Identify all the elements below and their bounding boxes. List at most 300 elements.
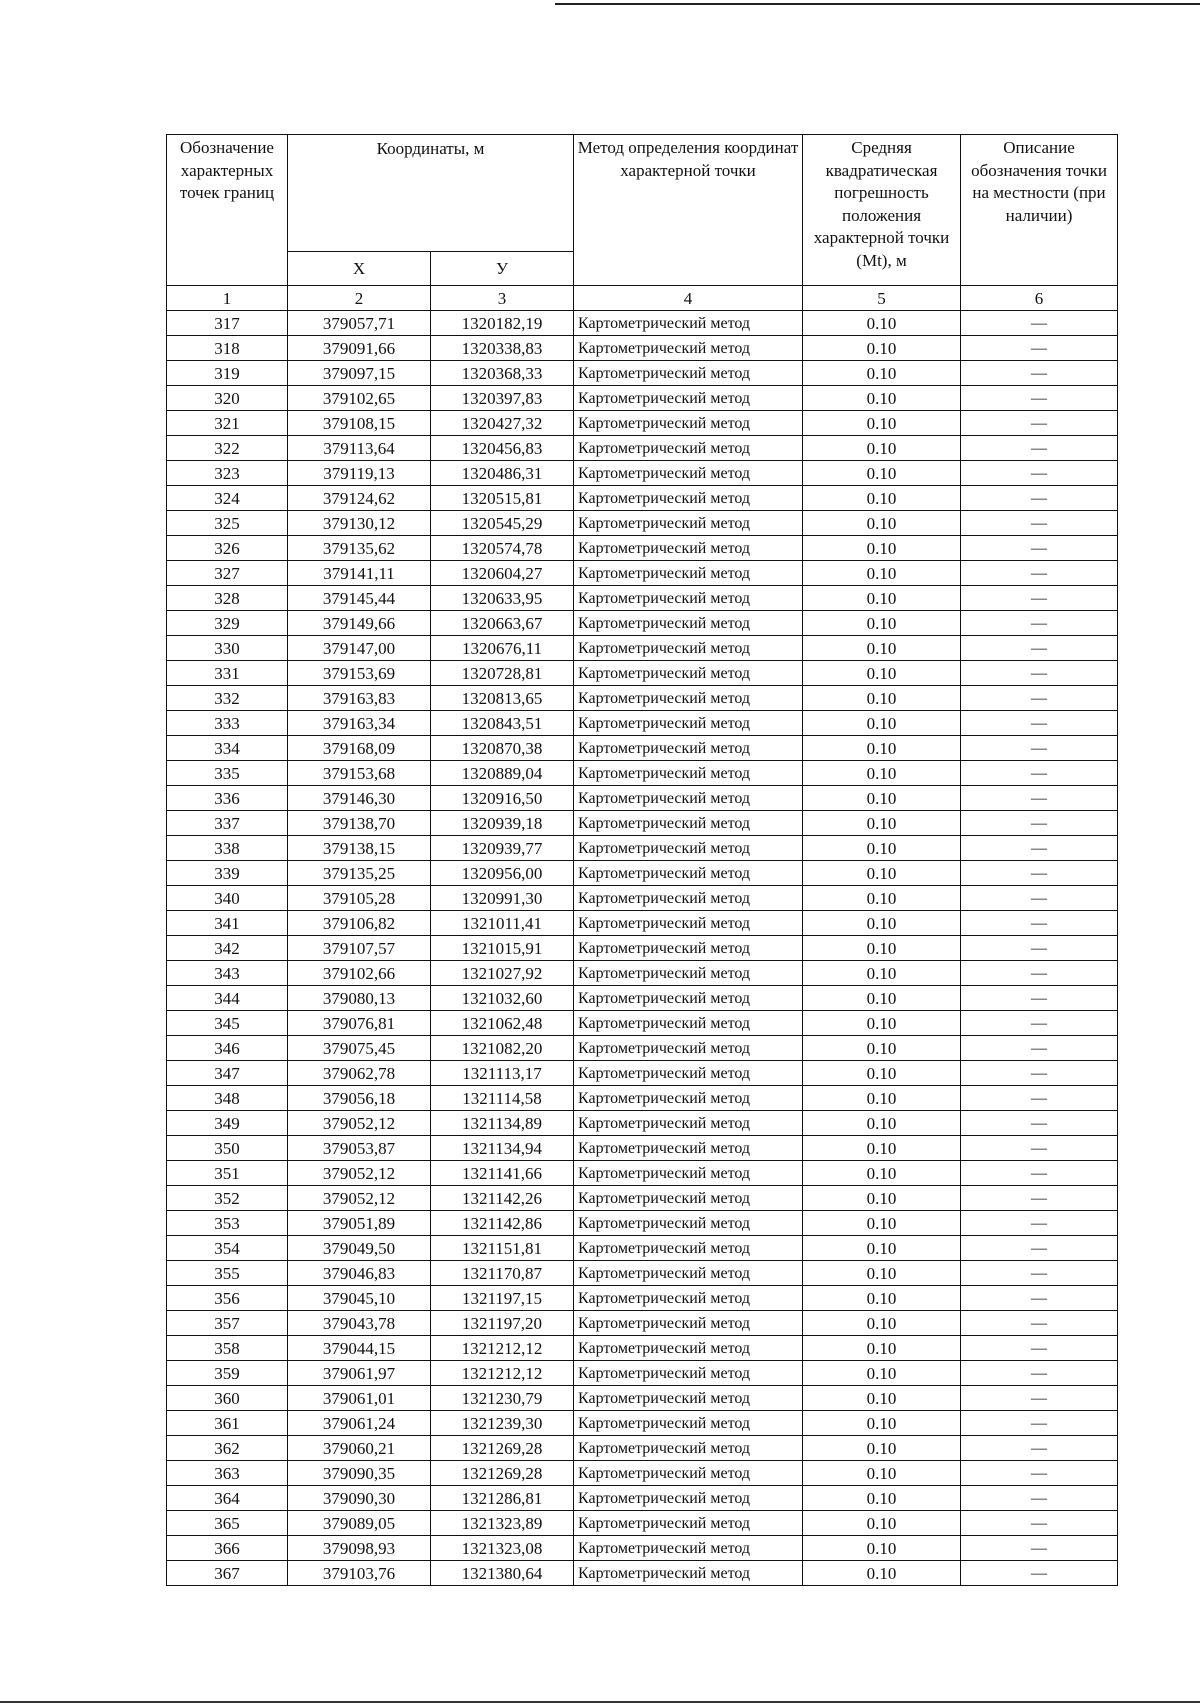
- boundary-points-table-container: [166, 134, 1117, 1586]
- cell-mean-error: 0.10: [803, 1286, 961, 1311]
- cell-mean-error: 0.10: [803, 1036, 961, 1061]
- cell-method: Картометрический метод: [574, 986, 803, 1011]
- table-row: [167, 886, 1118, 911]
- cell-mean-error: 0.10: [803, 1261, 961, 1286]
- cell-method: Картометрический метод: [574, 1011, 803, 1036]
- table-row: [167, 1561, 1118, 1586]
- scan-edge-bottom: [0, 1701, 1200, 1703]
- cell-description: —: [961, 1111, 1118, 1136]
- header-y: У: [431, 252, 574, 286]
- cell-coordinate-x: 379089,05: [288, 1511, 431, 1536]
- cell-coordinate-y: 1320182,19: [431, 311, 574, 336]
- cell-mean-error: 0.10: [803, 961, 961, 986]
- cell-coordinate-y: 1321286,81: [431, 1486, 574, 1511]
- cell-mean-error: 0.10: [803, 436, 961, 461]
- cell-method: Картометрический метод: [574, 386, 803, 411]
- boundary-points-table: [166, 134, 1118, 1586]
- cell-mean-error: 0.10: [803, 1361, 961, 1386]
- cell-point-number: 336: [167, 786, 288, 811]
- cell-method: Картометрический метод: [574, 1261, 803, 1286]
- table-row: [167, 736, 1118, 761]
- cell-method: Картометрический метод: [574, 1386, 803, 1411]
- cell-method: Картометрический метод: [574, 661, 803, 686]
- cell-method: Картометрический метод: [574, 1311, 803, 1336]
- table-row: [167, 1361, 1118, 1386]
- cell-coordinate-y: 1321142,26: [431, 1186, 574, 1211]
- table-row: [167, 1311, 1118, 1336]
- cell-coordinate-x: 379076,81: [288, 1011, 431, 1036]
- cell-method: Картометрический метод: [574, 1036, 803, 1061]
- cell-description: —: [961, 1086, 1118, 1111]
- table-row: [167, 1286, 1118, 1311]
- table-row: [167, 411, 1118, 436]
- cell-method: Картометрический метод: [574, 1211, 803, 1236]
- cell-coordinate-y: 1320813,65: [431, 686, 574, 711]
- cell-coordinate-y: 1320939,18: [431, 811, 574, 836]
- cell-method: Картометрический метод: [574, 886, 803, 911]
- cell-description: —: [961, 936, 1118, 961]
- cell-mean-error: 0.10: [803, 561, 961, 586]
- cell-mean-error: 0.10: [803, 486, 961, 511]
- cell-coordinate-y: 1320397,83: [431, 386, 574, 411]
- table-row: [167, 636, 1118, 661]
- cell-point-number: 361: [167, 1411, 288, 1436]
- cell-coordinate-x: 379135,25: [288, 861, 431, 886]
- table-row: [167, 861, 1118, 886]
- cell-description: —: [961, 786, 1118, 811]
- cell-description: —: [961, 361, 1118, 386]
- header-point-designation: Обозначение характерных точек границ: [167, 135, 288, 286]
- cell-coordinate-x: 379062,78: [288, 1061, 431, 1086]
- cell-coordinate-x: 379145,44: [288, 586, 431, 611]
- cell-point-number: 327: [167, 561, 288, 586]
- cell-point-number: 346: [167, 1036, 288, 1061]
- table-row: [167, 536, 1118, 561]
- cell-coordinate-y: 1321212,12: [431, 1361, 574, 1386]
- cell-point-number: 318: [167, 336, 288, 361]
- cell-method: Картометрический метод: [574, 711, 803, 736]
- cell-coordinate-x: 379163,83: [288, 686, 431, 711]
- cell-mean-error: 0.10: [803, 586, 961, 611]
- cell-point-number: 329: [167, 611, 288, 636]
- cell-method: Картометрический метод: [574, 561, 803, 586]
- cell-coordinate-y: 1321142,86: [431, 1211, 574, 1236]
- cell-mean-error: 0.10: [803, 386, 961, 411]
- cell-coordinate-x: 379106,82: [288, 911, 431, 936]
- cell-coordinate-y: 1320368,33: [431, 361, 574, 386]
- cell-coordinate-y: 1320991,30: [431, 886, 574, 911]
- cell-mean-error: 0.10: [803, 761, 961, 786]
- cell-mean-error: 0.10: [803, 536, 961, 561]
- table-row: [167, 1136, 1118, 1161]
- cell-point-number: 337: [167, 811, 288, 836]
- header-number-1: 1: [167, 286, 288, 311]
- cell-description: —: [961, 486, 1118, 511]
- header-mean-error: Средняя квадратическая погрешность положения характерной точки (Mt), м: [803, 135, 961, 286]
- cell-description: —: [961, 1136, 1118, 1161]
- cell-method: Картометрический метод: [574, 861, 803, 886]
- cell-point-number: 325: [167, 511, 288, 536]
- cell-point-number: 328: [167, 586, 288, 611]
- cell-coordinate-x: 379146,30: [288, 786, 431, 811]
- cell-description: —: [961, 461, 1118, 486]
- table-row: [167, 1336, 1118, 1361]
- cell-point-number: 349: [167, 1111, 288, 1136]
- cell-mean-error: 0.10: [803, 1386, 961, 1411]
- cell-coordinate-x: 379102,65: [288, 386, 431, 411]
- cell-mean-error: 0.10: [803, 1461, 961, 1486]
- table-row: [167, 1436, 1118, 1461]
- table-row: [167, 961, 1118, 986]
- cell-description: —: [961, 1186, 1118, 1211]
- header-description: Описание обозначения точки на местности (при наличии): [961, 135, 1118, 286]
- cell-point-number: 345: [167, 1011, 288, 1036]
- cell-coordinate-y: 1320604,27: [431, 561, 574, 586]
- cell-method: Картометрический метод: [574, 911, 803, 936]
- table-header: [167, 135, 1118, 311]
- cell-mean-error: 0.10: [803, 1561, 961, 1586]
- table-row: [167, 486, 1118, 511]
- cell-point-number: 348: [167, 1086, 288, 1111]
- cell-mean-error: 0.10: [803, 1311, 961, 1336]
- cell-coordinate-y: 1320870,38: [431, 736, 574, 761]
- cell-coordinate-y: 1320939,77: [431, 836, 574, 861]
- cell-mean-error: 0.10: [803, 1011, 961, 1036]
- cell-coordinate-y: 1321015,91: [431, 936, 574, 961]
- table-row: [167, 1236, 1118, 1261]
- cell-description: —: [961, 736, 1118, 761]
- cell-mean-error: 0.10: [803, 636, 961, 661]
- cell-coordinate-y: 1320633,95: [431, 586, 574, 611]
- table-row: [167, 436, 1118, 461]
- cell-coordinate-y: 1320676,11: [431, 636, 574, 661]
- table-row: [167, 761, 1118, 786]
- cell-coordinate-y: 1321269,28: [431, 1436, 574, 1461]
- cell-description: —: [961, 861, 1118, 886]
- cell-description: —: [961, 886, 1118, 911]
- cell-coordinate-y: 1321027,92: [431, 961, 574, 986]
- cell-method: Картометрический метод: [574, 1136, 803, 1161]
- cell-coordinate-x: 379135,62: [288, 536, 431, 561]
- cell-coordinate-x: 379102,66: [288, 961, 431, 986]
- cell-description: —: [961, 911, 1118, 936]
- cell-method: Картометрический метод: [574, 936, 803, 961]
- cell-description: —: [961, 1411, 1118, 1436]
- header-number-2: 2: [288, 286, 431, 311]
- cell-coordinate-y: 1321380,64: [431, 1561, 574, 1586]
- cell-coordinate-y: 1321197,20: [431, 1311, 574, 1336]
- cell-point-number: 362: [167, 1436, 288, 1461]
- cell-description: —: [961, 986, 1118, 1011]
- cell-description: —: [961, 1311, 1118, 1336]
- cell-mean-error: 0.10: [803, 311, 961, 336]
- cell-coordinate-x: 379119,13: [288, 461, 431, 486]
- cell-coordinate-y: 1320545,29: [431, 511, 574, 536]
- cell-point-number: 358: [167, 1336, 288, 1361]
- cell-description: —: [961, 1461, 1118, 1486]
- cell-coordinate-x: 379153,69: [288, 661, 431, 686]
- cell-coordinate-x: 379075,45: [288, 1036, 431, 1061]
- table-row: [167, 361, 1118, 386]
- table-row: [167, 586, 1118, 611]
- header-number-6: 6: [961, 286, 1118, 311]
- cell-point-number: 340: [167, 886, 288, 911]
- cell-description: —: [961, 636, 1118, 661]
- table-row: [167, 1461, 1118, 1486]
- cell-mean-error: 0.10: [803, 1486, 961, 1511]
- cell-point-number: 360: [167, 1386, 288, 1411]
- table-row: [167, 336, 1118, 361]
- cell-method: Картометрический метод: [574, 486, 803, 511]
- cell-method: Картометрический метод: [574, 411, 803, 436]
- cell-description: —: [961, 811, 1118, 836]
- cell-method: Картометрический метод: [574, 786, 803, 811]
- cell-description: —: [961, 761, 1118, 786]
- cell-mean-error: 0.10: [803, 736, 961, 761]
- table-row: [167, 511, 1118, 536]
- cell-point-number: 351: [167, 1161, 288, 1186]
- cell-coordinate-y: 1320889,04: [431, 761, 574, 786]
- cell-mean-error: 0.10: [803, 1111, 961, 1136]
- cell-point-number: 342: [167, 936, 288, 961]
- cell-coordinate-x: 379141,11: [288, 561, 431, 586]
- cell-description: —: [961, 1211, 1118, 1236]
- table-row: [167, 1386, 1118, 1411]
- cell-mean-error: 0.10: [803, 911, 961, 936]
- cell-method: Картометрический метод: [574, 1336, 803, 1361]
- cell-mean-error: 0.10: [803, 1186, 961, 1211]
- cell-point-number: 354: [167, 1236, 288, 1261]
- cell-mean-error: 0.10: [803, 511, 961, 536]
- cell-method: Картометрический метод: [574, 1486, 803, 1511]
- cell-point-number: 326: [167, 536, 288, 561]
- cell-point-number: 356: [167, 1286, 288, 1311]
- cell-mean-error: 0.10: [803, 711, 961, 736]
- cell-description: —: [961, 311, 1118, 336]
- cell-description: —: [961, 661, 1118, 686]
- cell-coordinate-y: 1321134,89: [431, 1111, 574, 1136]
- table-row: [167, 711, 1118, 736]
- header-coordinates: Координаты, м: [288, 135, 574, 252]
- cell-mean-error: 0.10: [803, 986, 961, 1011]
- cell-method: Картометрический метод: [574, 686, 803, 711]
- cell-mean-error: 0.10: [803, 336, 961, 361]
- cell-method: Картометрический метод: [574, 1236, 803, 1261]
- cell-coordinate-y: 1321082,20: [431, 1036, 574, 1061]
- cell-mean-error: 0.10: [803, 836, 961, 861]
- cell-method: Картометрический метод: [574, 436, 803, 461]
- cell-coordinate-x: 379091,66: [288, 336, 431, 361]
- cell-point-number: 347: [167, 1061, 288, 1086]
- cell-description: —: [961, 1286, 1118, 1311]
- cell-coordinate-x: 379149,66: [288, 611, 431, 636]
- cell-method: Картометрический метод: [574, 536, 803, 561]
- cell-method: Картометрический метод: [574, 611, 803, 636]
- cell-coordinate-x: 379056,18: [288, 1086, 431, 1111]
- cell-mean-error: 0.10: [803, 886, 961, 911]
- table-row: [167, 1511, 1118, 1536]
- table-row: [167, 561, 1118, 586]
- cell-point-number: 334: [167, 736, 288, 761]
- cell-description: —: [961, 1561, 1118, 1586]
- cell-coordinate-y: 1320338,83: [431, 336, 574, 361]
- cell-coordinate-x: 379153,68: [288, 761, 431, 786]
- cell-coordinate-y: 1321141,66: [431, 1161, 574, 1186]
- cell-point-number: 353: [167, 1211, 288, 1236]
- cell-coordinate-x: 379080,13: [288, 986, 431, 1011]
- cell-coordinate-y: 1320427,32: [431, 411, 574, 436]
- cell-description: —: [961, 1511, 1118, 1536]
- table-row: [167, 1161, 1118, 1186]
- cell-method: Картометрический метод: [574, 1511, 803, 1536]
- header-x: X: [288, 252, 431, 286]
- cell-coordinate-x: 379049,50: [288, 1236, 431, 1261]
- cell-point-number: 366: [167, 1536, 288, 1561]
- cell-description: —: [961, 961, 1118, 986]
- cell-point-number: 323: [167, 461, 288, 486]
- table-row: [167, 686, 1118, 711]
- cell-point-number: 331: [167, 661, 288, 686]
- cell-coordinate-x: 379060,21: [288, 1436, 431, 1461]
- cell-point-number: 321: [167, 411, 288, 436]
- cell-method: Картометрический метод: [574, 361, 803, 386]
- cell-description: —: [961, 611, 1118, 636]
- cell-point-number: 322: [167, 436, 288, 461]
- cell-coordinate-y: 1320843,51: [431, 711, 574, 736]
- cell-coordinate-y: 1321170,87: [431, 1261, 574, 1286]
- cell-point-number: 332: [167, 686, 288, 711]
- cell-method: Картометрический метод: [574, 1186, 803, 1211]
- cell-method: Картометрический метод: [574, 461, 803, 486]
- cell-method: Картометрический метод: [574, 636, 803, 661]
- cell-coordinate-x: 379052,12: [288, 1186, 431, 1211]
- cell-mean-error: 0.10: [803, 1136, 961, 1161]
- cell-coordinate-x: 379138,15: [288, 836, 431, 861]
- cell-coordinate-y: 1321062,48: [431, 1011, 574, 1036]
- cell-method: Картометрический метод: [574, 1411, 803, 1436]
- cell-coordinate-x: 379045,10: [288, 1286, 431, 1311]
- cell-description: —: [961, 686, 1118, 711]
- cell-point-number: 359: [167, 1361, 288, 1386]
- table-row: [167, 911, 1118, 936]
- cell-point-number: 320: [167, 386, 288, 411]
- header-number-3: 3: [431, 286, 574, 311]
- cell-description: —: [961, 836, 1118, 861]
- cell-mean-error: 0.10: [803, 861, 961, 886]
- cell-mean-error: 0.10: [803, 1061, 961, 1086]
- cell-coordinate-x: 379061,01: [288, 1386, 431, 1411]
- table-row: [167, 461, 1118, 486]
- table-row: [167, 1111, 1118, 1136]
- cell-mean-error: 0.10: [803, 686, 961, 711]
- cell-coordinate-x: 379097,15: [288, 361, 431, 386]
- cell-method: Картометрический метод: [574, 1561, 803, 1586]
- cell-method: Картометрический метод: [574, 736, 803, 761]
- cell-point-number: 344: [167, 986, 288, 1011]
- table-row: [167, 811, 1118, 836]
- cell-coordinate-x: 379061,24: [288, 1411, 431, 1436]
- cell-point-number: 350: [167, 1136, 288, 1161]
- cell-description: —: [961, 1336, 1118, 1361]
- table-row: [167, 836, 1118, 861]
- header-number-4: 4: [574, 286, 803, 311]
- cell-description: —: [961, 536, 1118, 561]
- table-row: [167, 1086, 1118, 1111]
- cell-point-number: 335: [167, 761, 288, 786]
- cell-description: —: [961, 436, 1118, 461]
- cell-coordinate-y: 1320916,50: [431, 786, 574, 811]
- cell-point-number: 343: [167, 961, 288, 986]
- table-row: [167, 1036, 1118, 1061]
- cell-point-number: 363: [167, 1461, 288, 1486]
- cell-description: —: [961, 386, 1118, 411]
- cell-coordinate-y: 1320515,81: [431, 486, 574, 511]
- cell-description: —: [961, 586, 1118, 611]
- table-row: [167, 611, 1118, 636]
- cell-coordinate-y: 1321032,60: [431, 986, 574, 1011]
- cell-mean-error: 0.10: [803, 1086, 961, 1111]
- cell-coordinate-x: 379130,12: [288, 511, 431, 536]
- cell-coordinate-y: 1320728,81: [431, 661, 574, 686]
- cell-coordinate-y: 1320574,78: [431, 536, 574, 561]
- cell-mean-error: 0.10: [803, 361, 961, 386]
- cell-description: —: [961, 511, 1118, 536]
- cell-coordinate-x: 379043,78: [288, 1311, 431, 1336]
- table-row: [167, 1211, 1118, 1236]
- cell-coordinate-x: 379090,35: [288, 1461, 431, 1486]
- table-row: [167, 1536, 1118, 1561]
- cell-coordinate-y: 1321230,79: [431, 1386, 574, 1411]
- cell-method: Картометрический метод: [574, 511, 803, 536]
- cell-method: Картометрический метод: [574, 1436, 803, 1461]
- cell-mean-error: 0.10: [803, 1436, 961, 1461]
- cell-coordinate-y: 1320456,83: [431, 436, 574, 461]
- cell-method: Картометрический метод: [574, 1161, 803, 1186]
- cell-coordinate-x: 379061,97: [288, 1361, 431, 1386]
- cell-method: Картометрический метод: [574, 1286, 803, 1311]
- cell-coordinate-x: 379124,62: [288, 486, 431, 511]
- cell-coordinate-x: 379168,09: [288, 736, 431, 761]
- cell-method: Картометрический метод: [574, 311, 803, 336]
- cell-coordinate-y: 1320956,00: [431, 861, 574, 886]
- table-row: [167, 311, 1118, 336]
- cell-coordinate-x: 379103,76: [288, 1561, 431, 1586]
- cell-mean-error: 0.10: [803, 1161, 961, 1186]
- cell-point-number: 317: [167, 311, 288, 336]
- cell-coordinate-x: 379057,71: [288, 311, 431, 336]
- cell-point-number: 319: [167, 361, 288, 386]
- cell-point-number: 352: [167, 1186, 288, 1211]
- cell-description: —: [961, 1011, 1118, 1036]
- cell-mean-error: 0.10: [803, 1211, 961, 1236]
- cell-point-number: 324: [167, 486, 288, 511]
- cell-method: Картометрический метод: [574, 811, 803, 836]
- cell-coordinate-y: 1321134,94: [431, 1136, 574, 1161]
- cell-point-number: 341: [167, 911, 288, 936]
- cell-mean-error: 0.10: [803, 811, 961, 836]
- cell-description: —: [961, 1061, 1118, 1086]
- cell-coordinate-x: 379051,89: [288, 1211, 431, 1236]
- cell-point-number: 355: [167, 1261, 288, 1286]
- table-row: [167, 786, 1118, 811]
- cell-coordinate-y: 1321151,81: [431, 1236, 574, 1261]
- cell-description: —: [961, 1236, 1118, 1261]
- cell-description: —: [961, 1436, 1118, 1461]
- cell-point-number: 338: [167, 836, 288, 861]
- cell-mean-error: 0.10: [803, 1536, 961, 1561]
- scan-edge-top: [555, 3, 1200, 5]
- table-body: [167, 311, 1118, 1586]
